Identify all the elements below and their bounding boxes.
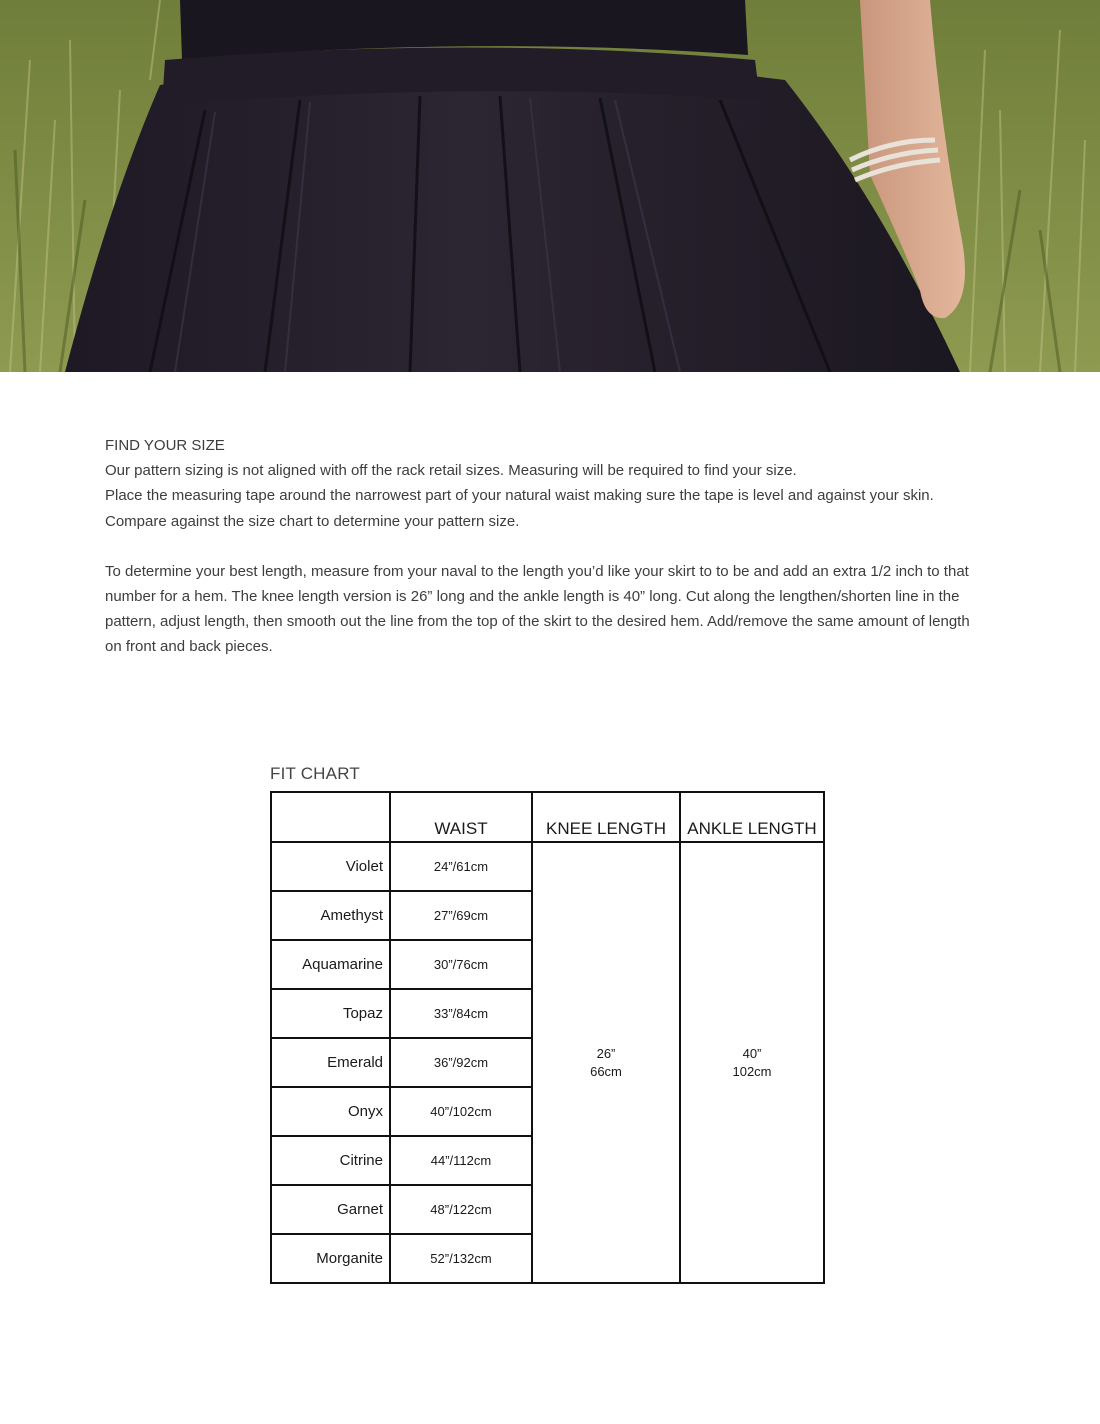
size-name: Garnet [271,1185,390,1234]
table-row [271,842,824,891]
knee-length-cm: 66cm [590,1063,622,1079]
compare-note: Compare against the size chart to determine your pattern size. [105,512,520,530]
ankle-length-inches: 40” [742,1045,762,1061]
knee-length-inches: 26” [596,1045,616,1061]
length-para-line: pattern, adjust length, then smooth out the line from the top of the skirt to the desired hem. Add/remove the same amount of length [105,613,970,631]
sizing-note: Our pattern sizing is not aligned with off the rack retail sizes. Measuring will be required to find your size. [105,462,797,480]
waist-value: 24”/61cm [390,842,532,891]
size-name: Emerald [271,1038,390,1087]
size-name: Morganite [271,1234,390,1283]
header-knee-length: KNEE LENGTH [532,792,680,842]
table-header-row [271,792,824,842]
size-name: Aquamarine [271,940,390,989]
waist-value: 33”/84cm [390,989,532,1038]
length-para-line: on front and back pieces. [105,638,273,656]
size-name: Onyx [271,1087,390,1136]
fit-chart-title: FIT CHART [270,764,360,783]
measuring-note: Place the measuring tape around the narrowest part of your natural waist making sure the tape is level and against your skin. [105,487,934,505]
waist-value: 27”/69cm [390,891,532,940]
header-size [271,792,390,842]
length-para-line: number for a hem. The knee length version is 26” long and the ankle length is 40” long. Cut along the lengthen/shorten line in the [105,588,960,606]
waist-value: 48”/122cm [390,1185,532,1234]
waist-value: 44”/112cm [390,1136,532,1185]
header-ankle-length: ANKLE LENGTH [680,792,824,842]
skirt-photo-illustration [0,0,1100,372]
waist-value: 52”/132cm [390,1234,532,1283]
size-instructions [105,433,1005,660]
hero-photo [0,0,1100,372]
ankle-length-value [680,842,824,1283]
size-name: Citrine [271,1136,390,1185]
waist-value: 40”/102cm [390,1087,532,1136]
size-name: Topaz [271,989,390,1038]
ankle-length-cm: 102cm [732,1063,772,1079]
length-para-line: To determine your best length, measure from your naval to the length you’d like your skirt to to be and add an extra 1/2 inch to that [105,562,969,580]
waist-value: 30”/76cm [390,940,532,989]
size-name: Amethyst [271,891,390,940]
find-your-size-heading: FIND YOUR SIZE [105,437,225,454]
fit-chart-table [270,791,825,1284]
knee-length-value [532,842,680,1283]
waist-value: 36”/92cm [390,1038,532,1087]
size-name: Violet [271,842,390,891]
header-waist: WAIST [390,792,532,842]
